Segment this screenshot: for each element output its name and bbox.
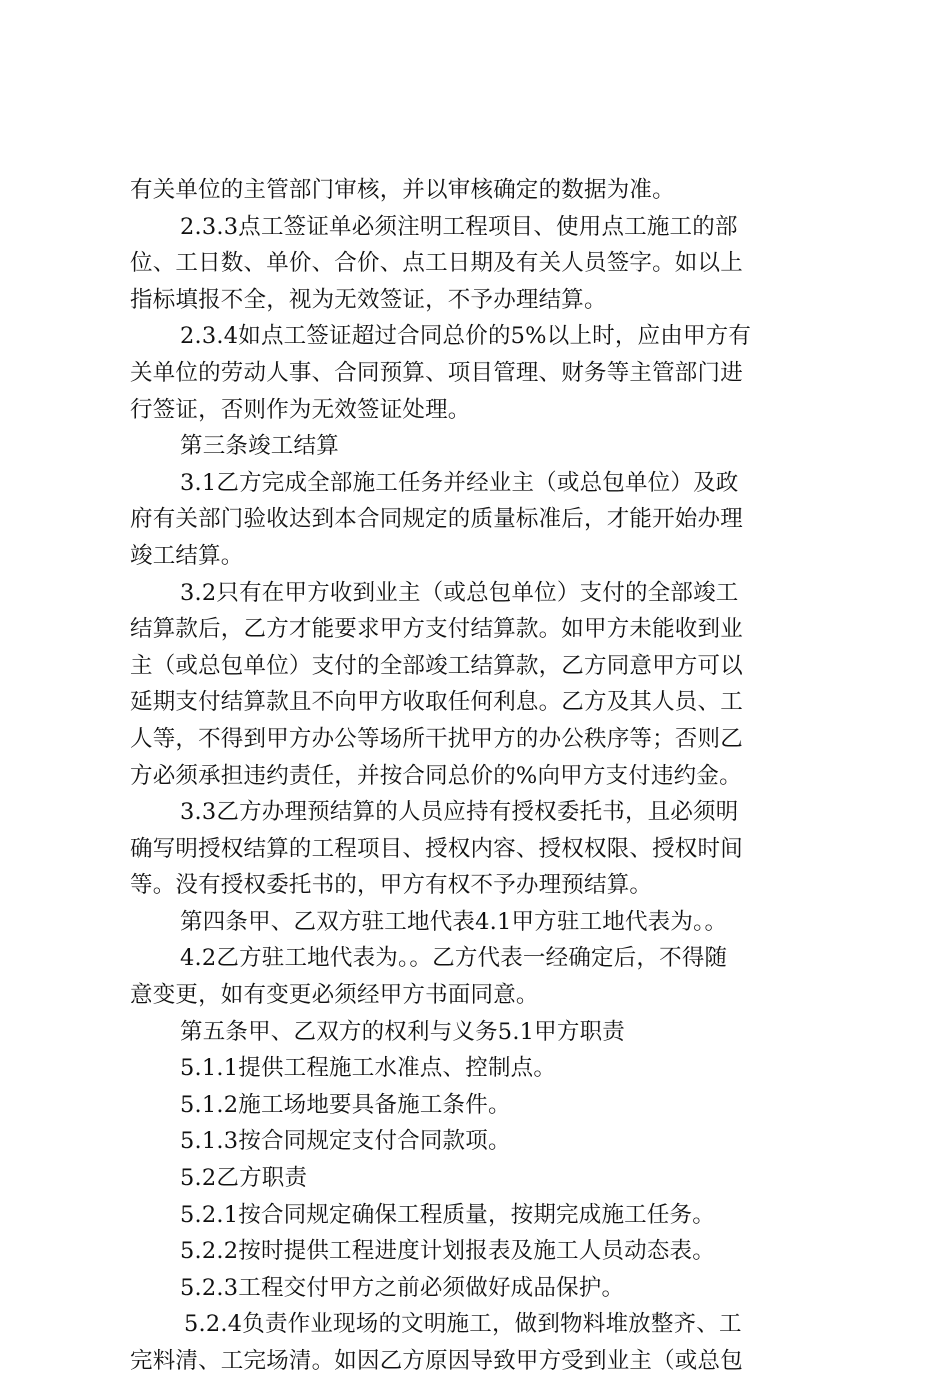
section-heading-4: 第四条甲、乙双方驻工地代表4.1甲方驻工地代表为。。	[180, 908, 728, 935]
text-line-30: 5.2.2按时提供工程进度计划报表及施工人员动态表。	[180, 1238, 715, 1265]
text-line-12: 3.2只有在甲方收到业主（或总包单位）支付的全部竣工	[180, 579, 739, 606]
text-line-15: 延期支付结算款且不向甲方收取任何利息。乙方及其人员、工	[130, 689, 743, 716]
text-line-17: 方必须承担违约责任，并按合同总价的%向甲方支付违约金。	[130, 762, 742, 789]
text-line-5: 2.3.4如点工签证超过合同总价的5%以上时，应由甲方有	[180, 323, 752, 350]
text-line-1: 有关单位的主管部门审核，并以审核确定的数据为准。	[130, 177, 675, 203]
section-heading-3: 第三条竣工结算	[180, 433, 339, 460]
text-line-4: 指标填报不全，视为无效签证，不予办理结算。	[130, 286, 607, 313]
text-line-2: 2.3.3点工签证单必须注明工程项目、使用点工施工的部	[180, 213, 738, 240]
text-line-9: 3.1乙方完成全部施工任务并经业主（或总包单位）及政	[180, 469, 739, 496]
text-line-11: 竣工结算。	[130, 542, 244, 569]
text-line-10: 府有关部门验收达到本合同规定的质量标准后，才能开始办理	[130, 506, 743, 533]
text-line-31: 5.2.3工程交付甲方之前必须做好成品保护。	[180, 1274, 625, 1301]
document-body	[130, 172, 830, 1380]
text-line-3: 位、工日数、单价、合价、点工日期及有关人员签字。如以上	[130, 250, 743, 277]
text-line-25: 5.1.1提供工程施工水准点、控制点。	[180, 1055, 557, 1082]
text-line-13: 结算款后，乙方才能要求甲方支付结算款。如甲方未能收到业	[130, 616, 743, 643]
text-line-32: 5.2.4负责作业现场的文明施工，做到物料堆放整齐、工	[184, 1311, 742, 1338]
text-line-23: 意变更，如有变更必须经甲方书面同意。	[130, 982, 539, 1009]
text-line-14: 主（或总包单位）支付的全部竣工结算款，乙方同意甲方可以	[130, 652, 743, 679]
text-line-7: 行签证，否则作为无效签证处理。	[130, 396, 471, 423]
text-line-29: 5.2.1按合同规定确保工程质量，按期完成施工任务。	[180, 1201, 715, 1228]
text-line-19: 确写明授权结算的工程项目、授权内容、授权权限、授权时间	[130, 835, 743, 862]
text-line-27: 5.1.3按合同规定支付合同款项。	[180, 1128, 511, 1155]
text-line-20: 等。没有授权委托书的，甲方有权不予办理预结算。	[130, 872, 653, 899]
text-line-16: 人等，不得到甲方办公等场所干扰甲方的办公秩序等；否则乙	[130, 725, 743, 752]
text-line-33: 完料清、工完场清。如因乙方原因导致甲方受到业主（或总包	[130, 1348, 743, 1374]
text-line-28: 5.2乙方职责	[180, 1165, 308, 1192]
section-heading-5: 第五条甲、乙双方的权利与义务5.1甲方职责	[180, 1018, 625, 1045]
text-line-22: 4.2乙方驻工地代表为。。乙方代表一经确定后，不得随	[180, 945, 728, 972]
text-line-18: 3.3乙方办理预结算的人员应持有授权委托书，且必须明	[180, 799, 739, 826]
text-line-26: 5.1.2施工场地要具备施工条件。	[180, 1091, 511, 1118]
text-line-6: 关单位的劳动人事、合同预算、项目管理、财务等主管部门进	[130, 359, 743, 386]
